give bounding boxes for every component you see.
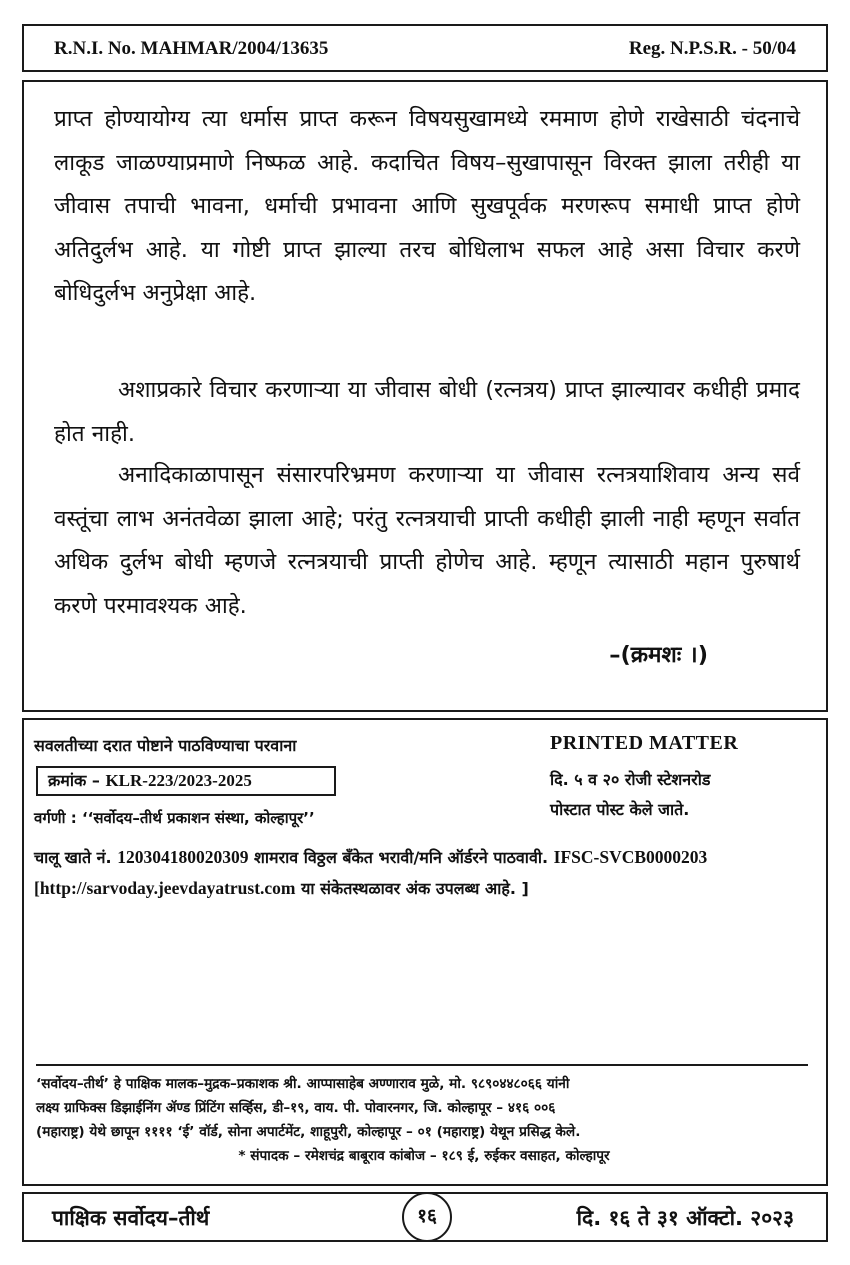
dispatch-note-line-1: दि. ५ व २० रोजी स्टेशनरोड [550,770,711,789]
website-note: या संकेतस्थळावर अंक उपलब्ध आहे. ] [301,879,529,898]
article-paragraph-3: अनादिकाळापासून संसारपरिभ्रमण करणाऱ्या या जीवास रत्नत्रयाशिवाय अन्य सर्व वस्तूंचा लाभ अनंतवेळा झाला आहे; परंतु रत्नत्रयाची प्राप्ती कधीही झाली नाही म्हणून सर्वात अधिक दुर्लभ बोधी म्हणजे रत्नत्रयाची प्राप्ती होणेच आहे. म्हणून त्यासाठी महान पुरुषार्थ करणे परमावश्यक आहे. [54,462,800,619]
permit-number-box [36,766,336,796]
account-number: 120304180020309 [117,847,249,867]
publisher-imprint [36,1072,812,1168]
issue-date: दि. १६ ते ३१ ऑक्टो. २०२३ [576,1206,794,1230]
imprint-line-2: लक्ष्य ग्राफिक्स डिझाईनिंग ॲण्ड प्रिंटिंग सर्व्हिस, डी–१९, वाय. पी. पोवारनगर, जि. कोल्हापूर – ४१६ ००६ [36,1100,556,1116]
page-footer [22,1192,828,1242]
article-paragraph-2: अशाप्रकारे विचार करणाऱ्या या जीवास बोधी (रत्नत्रय) प्राप्त झाल्यावर कधीही प्रमाद होत नाही. [54,377,800,447]
permit-number: KLR-223/2023-2025 [105,771,252,790]
account-label: चालू खाते नं. [34,848,112,867]
masthead-registration-bar [22,24,828,72]
bank-account-details [34,842,824,904]
continued-marker: –(क्रमशः ।) [609,642,708,668]
imprint-divider [36,1064,808,1066]
permit-number-label: क्रमांक – [48,771,100,790]
website-url[interactable]: [http://sarvoday.jeevdayatrust.com [34,878,296,898]
postal-permit-title: सवलतीच्या दरात पोष्टाने पाठविण्याचा परवाना [34,736,297,755]
ifsc-code: IFSC-SVCB0000203 [553,847,708,867]
postal-info-box [22,718,828,1186]
account-instructions: शामराव विठ्ठल बँकेत भरावी/मनि ऑर्डरने पाठवावी. [254,848,549,867]
publication-title: पाक्षिक सर्वोदय–तीर्थ [52,1206,210,1230]
article-paragraph-1: प्राप्त होण्यायोग्य त्या धर्मास प्राप्त करून विषयसुखामध्ये रममाण होणे राखेसाठी चंदनाचे लाकूड जाळण्याप्रमाणे निष्फळ आहे. कदाचित विषय–सुखापासून विरक्त झाला तरीही या जीवास तपाची भावना, धर्माची प्रभावना आणि सुखपूर्वक मरणरूप समाधी प्राप्त होणे अतिदुर्लभ आहे. या गोष्टी प्राप्त झाल्या तरच बोधिलाभ सफल आहे असा विचार करणे बोधिदुर्लभ अनुप्रेक्षा आहे. [54,106,800,306]
rni-number: R.N.I. No. MAHMAR/2004/13635 [54,38,329,59]
subscription-payee: वर्गणी : ‘‘सर्वोदय–तीर्थ प्रकाशन संस्था, कोल्हापूर’’ [34,809,315,827]
printed-matter-label: PRINTED MATTER [550,732,739,754]
page-number: १६ [402,1192,452,1242]
imprint-line-1: ‘सर्वोदय–तीर्थ’ हे पाक्षिक मालक–मुद्रक–प्रकाशक श्री. आप्पासाहेब अण्णाराव मुळे, मो. ९८९०४४८०६६ यांनी [36,1076,570,1092]
editor-line: * संपादक – रमेशचंद्र बाबूराव कांबोज – १८९ ई, रुईकर वसाहत, कोल्हापूर [238,1148,610,1164]
npsr-registration: Reg. N.P.S.R. - 50/04 [628,38,796,59]
dispatch-note-line-2: पोस्टात पोस्ट केले जाते. [550,800,690,819]
article-box [22,80,828,712]
imprint-line-3: (महाराष्ट्र) येथे छापून ११११ ‘ई’ वॉर्ड, सोना अपार्टमेंट, शाहूपुरी, कोल्हापूर – ०१ (महाराष्ट्र) येथून प्रसिद्ध केले. [36,1124,581,1140]
